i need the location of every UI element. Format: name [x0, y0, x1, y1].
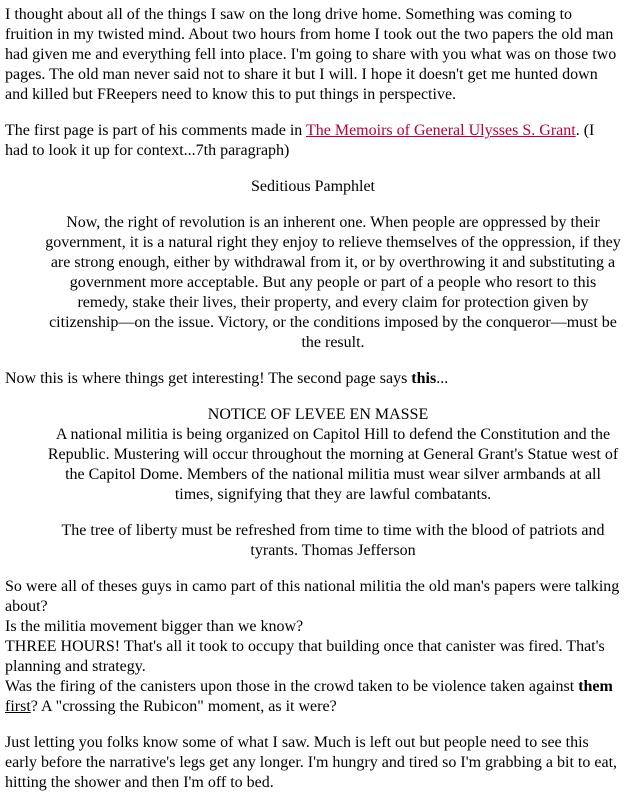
grant-memoirs-link[interactable]: The Memoirs of General Ulysses S. Grant — [305, 122, 576, 139]
levee-notice — [5, 405, 621, 505]
canisters-text-before: Was the firing of the canisters upon those in the crowd taken to be violence taken against — [5, 678, 579, 695]
first-page-paragraph — [5, 121, 621, 161]
pamphlet-quote: Now, the right of revolution is an inherent one. When people are oppressed by their government, it is a natural right they enjoy to relieve themselves of the oppression, if they are strong enough, either by withdrawal from it, or by overthrowing it and substituting a government more acceptable. But any people or part of a people who resort to this remedy, stake their lives, their property, and every claim for protection given by citizenship—on the issue. Victory, or the conditions imposed by the conqueror—must be the result. — [45, 214, 621, 351]
second-page-bold: this — [411, 370, 437, 387]
statement-three-hours: THREE HOURS! That's all it took to occupy that building once that canister was fired. That's planning and strategy. — [5, 638, 605, 675]
intro-paragraph: I thought about all of the things I saw on the long drive home. Something was coming to fruition in my twisted mind. About two hours from home I took out the two papers the old man had given me and everything fell into place. I'm going to share with you what was on those two pages. The old man never said not to share it but I will. I hope it doesn't get me hunted down and killed but FReepers need to know this to put things in perspective. — [5, 6, 617, 103]
question-militia: Is the militia movement bigger than we know? — [5, 618, 304, 635]
first-page-text-before: The first page is part of his comments made in — [5, 122, 306, 139]
notice-text: A national militia is being organized on Capitol Hill to defend the Constitution and the Republic. Mustering will occur throughout the morning at General Grant's Statue west of the Capitol Dome. Members of the national militia must wear silver armbands at all times, signifying that they are lawful combatants. — [47, 426, 619, 503]
second-page-text-after: ... — [436, 370, 449, 387]
second-page-text-before: Now this is where things get interesting! The second page says — [5, 370, 412, 387]
canisters-text-after: ? A "crossing the Rubicon" moment, as it were? — [30, 698, 337, 715]
question-camo: So were all of theses guys in camo part of this national militia the old man's papers were talking about? — [5, 578, 620, 615]
second-page-paragraph — [5, 369, 621, 389]
closing-paragraph: Just letting you folks know some of what I saw. Much is left out but people need to see this early before the narrative's legs get any longer. I'm hungry and tired so I'm grabbing a bit to eat, hitting the shower and then I'm off to bed. — [5, 734, 618, 791]
canisters-bold: them — [578, 678, 613, 695]
notice-title: NOTICE OF LEVEE EN MASSE — [207, 406, 429, 423]
liberty-quote: The tree of liberty must be refreshed from time to time with the blood of patriots and tyrants. Thomas Jefferson — [61, 522, 605, 559]
canisters-underline: first — [5, 698, 31, 715]
first-page-text-after: . (I had to look it up for context...7th paragraph) — [5, 122, 595, 159]
question-canisters — [5, 677, 621, 717]
pamphlet-title: Seditious Pamphlet — [251, 178, 375, 195]
questions-block — [5, 577, 621, 717]
